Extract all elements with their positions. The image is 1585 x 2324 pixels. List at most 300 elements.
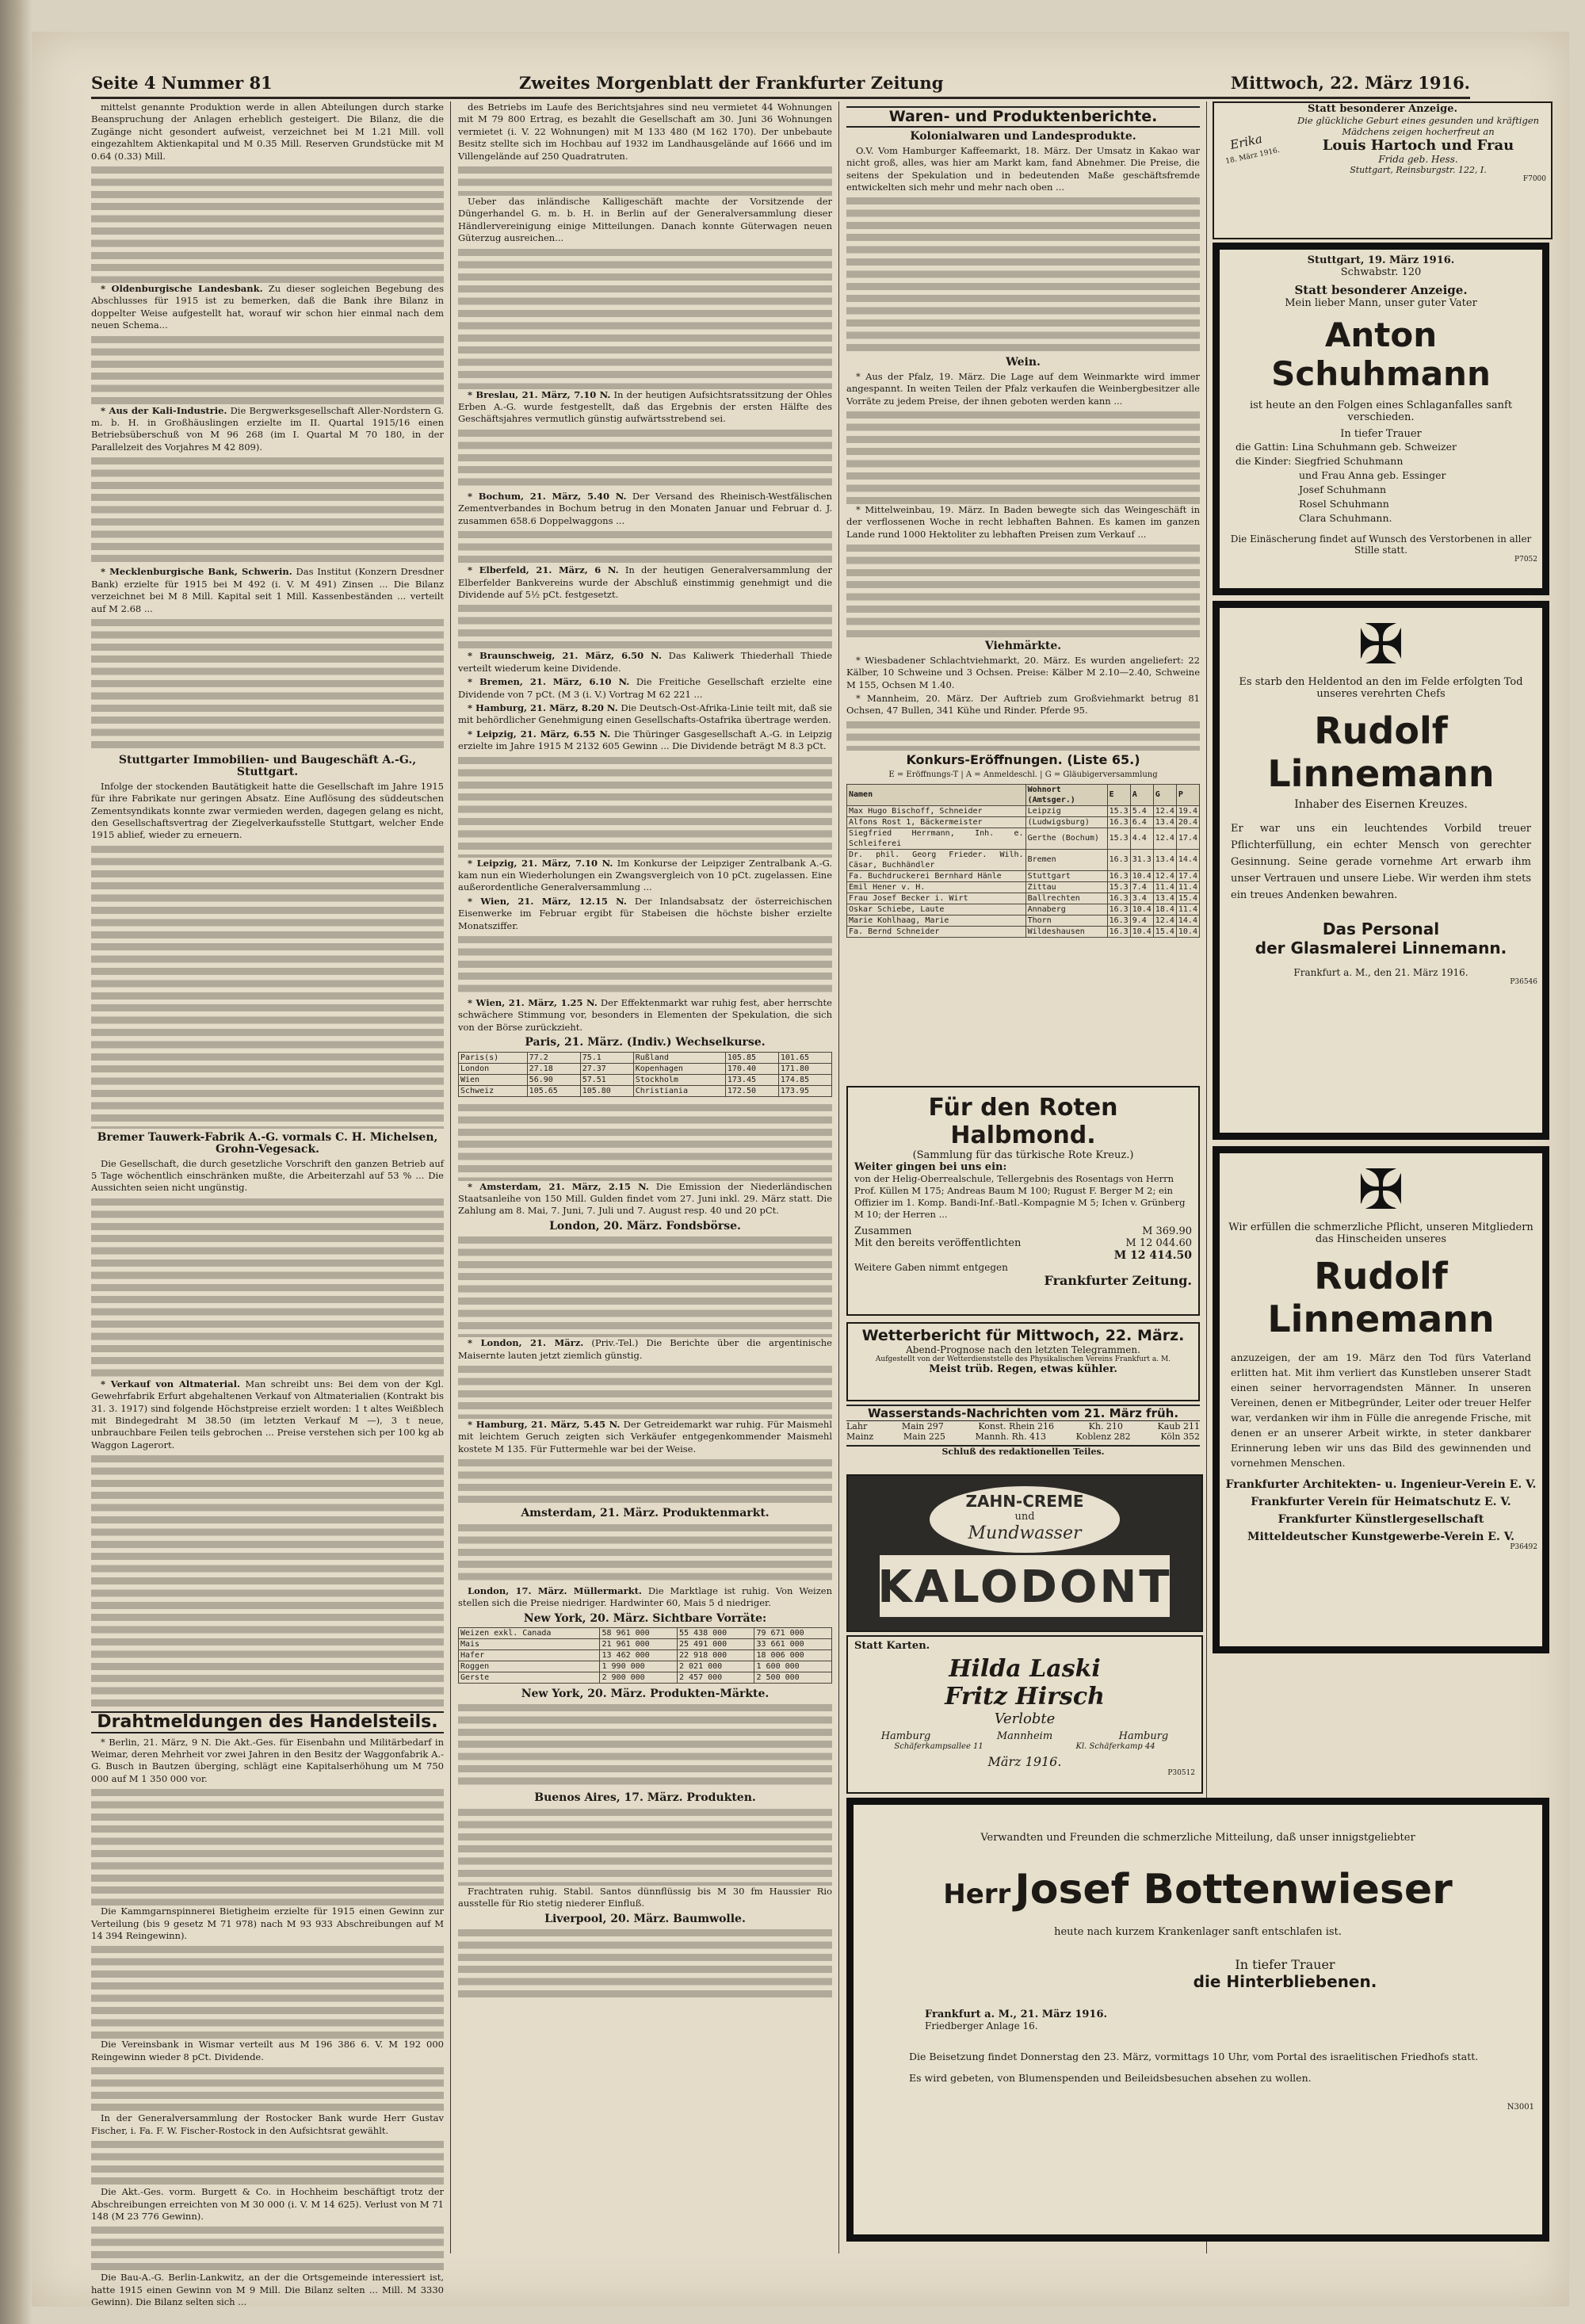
ad-text: Mein lieber Mann, unser guter Vater <box>1285 297 1477 309</box>
table-cell: Hafer <box>459 1649 600 1661</box>
table-cell: 27.37 <box>580 1063 633 1074</box>
table-cell: 19.4 <box>1176 805 1199 816</box>
ad-code: P36492 <box>1510 1543 1537 1551</box>
table-cell: 173.45 <box>725 1074 778 1085</box>
table-block <box>458 1927 832 1998</box>
article-text: Die Kammgarnspinnerei Bietigheim erzielte für 1915 einen Gewinn zur Verteilung (bis 9 gesetz M 71 978) nach M 93 933 Abschreibungen auf M 14 394 Reingewinn). <box>91 1905 444 1942</box>
table-cell: Fa. Buchdruckerei Bernhard Hänle <box>847 870 1026 881</box>
ad-code: P36546 <box>1510 978 1537 986</box>
ad-address: Schwabstr. 120 <box>1340 266 1422 278</box>
birth-announcement-ad <box>1213 101 1553 239</box>
table-cell: 13.4 <box>1153 893 1176 904</box>
table-cell: (Ludwigsburg) <box>1025 816 1107 828</box>
text-block <box>458 529 832 564</box>
table-cell: 14.4 <box>1176 915 1199 926</box>
ad-code: N3001 <box>1507 2103 1534 2112</box>
family-member: Rosel Schuhmann <box>1299 498 1389 510</box>
ad-text: von der Helig-Oberrealschule, Tellergebnis des Rosentags von Herrn Prof. Küllen M 175; Andreas Baum M 100; Rugust F. Berger M 2; ein Offizier im 1. Komp. Bandi-Inf.-Batl.-Kompagnie M 5; Ichen v. Grünberg M 10; der Herren ... <box>854 1173 1186 1220</box>
table-cell: Christiania <box>633 1085 725 1096</box>
table-header: A <box>1130 784 1153 805</box>
kalodont-and: und <box>1014 1511 1035 1523</box>
table-block <box>458 1102 832 1181</box>
subsection-heading: Wein. <box>1006 356 1041 369</box>
text-block <box>91 2065 444 2112</box>
ad-head: Statt Karten. <box>854 1640 930 1652</box>
article-heading: * Amsterdam, 21. März, 2.15 N. <box>468 1180 649 1192</box>
table-cell: Dr. phil. Georg Frieder. Wilh. Cäsar, Buchhändler <box>847 849 1026 870</box>
text-block <box>91 843 444 1129</box>
water-row <box>846 1431 1200 1442</box>
table-heading: Liverpool, 20. März. Baumwolle. <box>544 1912 746 1925</box>
table-block <box>458 1806 832 1886</box>
article-text: * Mannheim, 20. März. Der Auftrieb zum Großviehmarkt betrug 81 Ochsen, 47 Bullen, 341 Kühe und Rinder. Pferde 95. <box>846 692 1200 717</box>
honorific: Herr <box>943 1879 1011 1910</box>
obituary-linnemann-staff <box>1213 601 1549 1140</box>
table-cell: 77.2 <box>527 1052 580 1063</box>
article-text: Im Konkurse der Leipziger Zentralbank A.-G. kam nun ein Wiederholungen ein Zwangsvergleich von 10 pCt. zugelassen. Eine außerordentliche Generalversammlung ... <box>458 857 833 893</box>
table-cell: 2 900 000 <box>600 1672 678 1683</box>
table-cell: 16.3 <box>1107 849 1130 870</box>
article-heading: * Wien, 21. März, 12.15 N. <box>468 895 627 907</box>
table-cell: Kopenhagen <box>633 1063 725 1074</box>
table-cell: Marie Kohlhaag, Marie <box>847 915 1026 926</box>
table-cell: 10.4 <box>1176 926 1199 937</box>
section-heading: Waren- und Produktenberichte. <box>846 106 1200 128</box>
table-cell: 17.4 <box>1176 828 1199 849</box>
table-cell: Mais <box>459 1638 600 1649</box>
article-text: Der Versand des Rheinisch-Westfälischen Zementverbandes in Bochum betrug in den Monaten Januar und Februar d. J. zusammen 658.6 Doppelwaggons ... <box>458 490 833 526</box>
obituary-linnemann-clubs <box>1213 1146 1549 1653</box>
table-cell: 20.4 <box>1176 816 1199 828</box>
book-binding <box>0 0 32 2324</box>
article-heading: * Leipzig, 21. März, 6.55 N. <box>468 728 611 740</box>
table-cell: 173.95 <box>778 1085 831 1096</box>
article-heading: * Bochum, 21. März, 5.40 N. <box>468 490 627 502</box>
text-block <box>91 617 444 751</box>
water-cell: Main 225 <box>903 1431 945 1442</box>
prev-value: M 12 044.60 <box>1125 1237 1192 1249</box>
ad-text: Wir erfüllen die schmerzliche Pflicht, unseren Mitgliedern das Hinscheiden unseres <box>1228 1221 1533 1245</box>
city-2: Mannheim <box>996 1730 1053 1742</box>
table-cell: 17.4 <box>1176 870 1199 881</box>
text-block <box>91 1944 444 2039</box>
table-cell: 1 990 000 <box>600 1661 678 1672</box>
article-heading: Stuttgarter Immobilien- und Baugeschäft A.-G., Stuttgart. <box>118 753 417 779</box>
text-block <box>91 1787 444 1905</box>
article-text: In der heutigen Aufsichtsratssitzung der Ohles Erben A.-G. wurde festgestellt, daß das Ergebnis der ersten Hälfte des Geschäftsjahres vermutlich günstig aufwärtsstrebend sei. <box>458 388 833 425</box>
table-cell: 58 961 000 <box>600 1627 678 1638</box>
table-cell: 12.4 <box>1153 870 1176 881</box>
club-name: Frankfurter Verein für Heimatschutz E. V. <box>1251 1496 1511 1508</box>
ad-signature: Frankfurter Zeitung. <box>1044 1273 1192 1288</box>
family-member: und Frau Anna geb. Essinger <box>1299 469 1446 481</box>
table-cell: Roggen <box>459 1661 600 1672</box>
water-levels <box>846 1405 1200 1468</box>
club-name: Mitteldeutscher Kunstgewerbe-Verein E. V. <box>1247 1531 1514 1543</box>
article-text: Die Thüringer Gasgesellschaft A.-G. in Leipzig erzielte im Jahre 1915 M 2132 605 Gewinn ... Die Dividende beträgt M 8.3 pCt. <box>458 728 833 752</box>
text-block <box>91 334 444 405</box>
article-text: Die Akt.-Ges. vorm. Burgett & Co. in Hochheim beschäftigt trotz der Abschreibungen erreichten von M 30 000 (i. V. M 14 625). Verlust von M 71 148 (M 23 776 Gewinn). <box>91 2186 444 2222</box>
table-cell: Schweiz <box>459 1085 528 1096</box>
water-cell: Main 297 <box>901 1421 944 1431</box>
table-cell: 172.50 <box>725 1085 778 1096</box>
water-rows <box>846 1421 1200 1442</box>
table-cell: 101.65 <box>778 1052 831 1063</box>
article-text: * Aus der Pfalz, 19. März. Die Lage auf dem Weinmarkte wird immer angespannt. In weiten Teilen der Pfalz verkaufen die Weinbergbesitzer alle Vorräte zu jedem Preise, der ihnen geboten werden kann ... <box>846 370 1200 407</box>
table-cell: 15.4 <box>1153 926 1176 937</box>
obituary-schuhmann <box>1213 243 1549 595</box>
table-cell: 16.3 <box>1107 915 1130 926</box>
table-cell: Gerthe (Bochum) <box>1025 828 1107 849</box>
deceased-name: Anton Schuhmann <box>1271 315 1491 393</box>
table-cell: 27.18 <box>527 1063 580 1074</box>
table-cell: 6.4 <box>1130 816 1153 828</box>
article-text: Die Gesellschaft, die durch gesetzliche Vorschrift den ganzen Betrieb auf 5 Tage wöchentlich einschränken mußte, die Arbeiterzahl auf 53 % ... Die Aussichten seien nicht ungünstig. <box>91 1157 444 1194</box>
text-block <box>458 602 832 650</box>
table-cell: 105.65 <box>527 1085 580 1096</box>
kalodont-mouthwash: Mundwasser <box>968 1523 1082 1543</box>
ad-code: P30512 <box>1167 1769 1195 1777</box>
column-rule <box>450 101 451 2253</box>
article-heading: * London, 21. März. <box>468 1337 584 1349</box>
ad-signature: der Glasmalerei Linnemann. <box>1255 938 1507 958</box>
article-text: Die Deutsch-Ost-Afrika-Linie teilt mit, daß sie mit behördlicher Genehmigung einen Gesellschafts-Ostafrika übertrage werden. <box>458 701 833 726</box>
table-cell: 13.4 <box>1153 849 1176 870</box>
water-cell: Lahr <box>846 1421 868 1431</box>
ad-intro: Verwandten und Freunden die schmerzliche Mitteilung, daß unser innigstgeliebter <box>980 1832 1415 1844</box>
table-header: E <box>1107 784 1130 805</box>
table-row <box>459 1074 832 1085</box>
table-cell: 11.4 <box>1176 881 1199 893</box>
table-cell: 55 438 000 <box>677 1627 754 1638</box>
family-member: die Kinder: Siegfried Schuhmann <box>1236 455 1404 467</box>
ad-funeral: Die Beisetzung findet Donnerstag den 23. März, vormittags 10 Uhr, vom Portal des israelitischen Friedhofs statt. <box>909 2051 1479 2062</box>
water-cell: Konst. Rhein 216 <box>978 1421 1055 1431</box>
text-block <box>91 2139 444 2186</box>
table-row <box>459 1627 832 1638</box>
subsection-heading: Kolonialwaren und Landesprodukte. <box>910 130 1136 143</box>
table-cell: 15.3 <box>1107 805 1130 816</box>
table-cell: 12.4 <box>1153 828 1176 849</box>
subsection-heading: Viehmärkte. <box>984 640 1062 653</box>
table-cell: 11.4 <box>1153 881 1176 893</box>
ad-date: Frankfurt a. M., den 21. März 1916. <box>1293 967 1469 978</box>
table-cell: 56.90 <box>527 1074 580 1085</box>
table-cell: 105.80 <box>580 1085 633 1096</box>
article-heading: * Oldenburgische Landesbank. <box>101 283 263 295</box>
table-cell: Leipzig <box>1025 805 1107 816</box>
club-name: Frankfurter Künstlergesellschaft <box>1278 1513 1484 1526</box>
mother-name: Frida geb. Hess. <box>1378 154 1458 165</box>
table-row <box>847 893 1200 904</box>
table-cell: Zittau <box>1025 881 1107 893</box>
ad-code: P7052 <box>1514 556 1537 564</box>
table-block <box>458 1702 832 1789</box>
issue-date: Mittwoch, 22. März 1916. <box>1230 73 1470 93</box>
table-cell: Bremen <box>1025 849 1107 870</box>
family-member: Clara Schuhmann. <box>1299 512 1392 524</box>
table-cell: 57.51 <box>580 1074 633 1085</box>
weather-title: Wetterbericht für Mittwoch, 22. März. <box>861 1327 1185 1344</box>
water-cell: Mainz <box>846 1431 874 1442</box>
water-cell: Mannh. Rh. 413 <box>975 1431 1046 1442</box>
sum-label: Zusammen <box>854 1225 912 1237</box>
obituary-bottenwieser <box>846 1798 1549 2242</box>
article-heading: * Hamburg, 21. März, 5.45 N. <box>468 1419 621 1431</box>
table-cell: Thorn <box>1025 915 1107 926</box>
text-block <box>458 934 832 997</box>
kalodont-brand: KALODONT <box>877 1561 1172 1613</box>
family-member: die Gattin: Lina Schuhmann geb. Schweizer <box>1236 441 1457 453</box>
article-heading: * Breslau, 21. März, 7.10 N. <box>468 388 611 400</box>
kalodont-ad <box>846 1474 1203 1632</box>
table-row <box>847 828 1200 849</box>
article-text: Die Vereinsbank in Wismar verteilt aus M 196 386 6. V. M 192 000 Reingewinn wieder 8 pCt. Dividende. <box>91 2039 444 2062</box>
table-cell: 33 661 000 <box>754 1638 832 1649</box>
table-heading: Buenos Aires, 17. März. Produkten. <box>534 1791 756 1805</box>
kalodont-top: ZAHN-CREME <box>965 1492 1084 1511</box>
table-cell: 15.3 <box>1107 828 1130 849</box>
article-text: Die Freitiche Gesellschaft erzielte eine Dividende von 7 pCt. (M 3 (i. V.) Vortrag M 62 221 ... <box>458 676 832 700</box>
ad-mourning: In tiefer Trauer <box>1340 428 1422 440</box>
table-cell: 16.3 <box>1107 904 1130 915</box>
table-cell: 13 462 000 <box>600 1649 678 1661</box>
article-text: Infolge der stockenden Bautätigkeit hatte die Gesellschaft im Jahre 1915 für ihre Fabrikate nur geringen Absatz. Eine Auflösung des süddeutschen Zementsyndikats konnte zwar vermieden werden, dagegen gelang es nicht, den Gesellschaftsvertrag der Ziegelverkaufsstelle Stuttgart, welcher Ende 1915 ablief, wieder zu erneuern. <box>91 780 444 841</box>
article-text: Die Emission der Niederländischen Staatsanleihe von 150 Mill. Gulden findet vom 27. Juni inkl. 29. März statt. Die Zahlung am 8. Mai, 7. Juni, 7. Juli und 7. August resp. 40 und 20 pCt. <box>458 1180 832 1217</box>
article-heading: * Verkauf von Altmaterial. <box>101 1378 240 1389</box>
ad-body: anzuzeigen, der am 19. März den Tod fürs Vaterland erlitten hat. Mit ihm verliert das Kunstleben unserer Stadt einen seiner hervorragendsten Männer. In unseren Vereinen, denen er Mitbegründer, Leiter oder treuer Helfer war, verdanken wir ihm in Fülle die anregende Frische, mit denen er an unserer Arbeit wirkte, in steter dankbarer Erinnerung leben wir uns das Bild des gewinnenden und vornehmen Menschen. <box>1231 1351 1531 1469</box>
total-value: M 12 414.50 <box>1113 1249 1192 1262</box>
table-cell: 3.4 <box>1130 893 1153 904</box>
article-heading: * Mecklenburgische Bank, Schwerin. <box>101 566 292 578</box>
table-cell: 10.4 <box>1130 926 1153 937</box>
table-cell: 22 918 000 <box>677 1649 754 1661</box>
table-cell: 174.85 <box>778 1074 831 1085</box>
table-heading: New York, 20. März. Sichtbare Vorräte: <box>523 1611 767 1625</box>
table-cell: Alfons Rost 1, Bäckermeister <box>847 816 1026 828</box>
table-cell: Wien <box>459 1074 528 1085</box>
red-crescent-ad <box>846 1086 1200 1316</box>
page-number: Seite 4 Nummer 81 <box>91 73 273 93</box>
article-text: Der Getreidemarkt war ruhig. Für Maismehl mit leichtem Geruch zeigten sich Verkäufer entgegenkommender Maismehl kostete M 135. Für Futtermehle war bei der Weise. <box>458 1419 833 1454</box>
table-cell: 13.4 <box>1153 816 1176 828</box>
article-text: (Priv.-Tel.) Die Berichte über die argentinische Maisernte lauten jetzt ziemlich günstig. <box>458 1337 832 1361</box>
weather-subtitle: Abend-Prognose nach den letzten Telegrammen. <box>906 1344 1140 1355</box>
table-cell: Oskar Schiebe, Laute <box>847 904 1026 915</box>
text-block <box>91 1453 444 1707</box>
table-cell: Ballrechten <box>1025 893 1107 904</box>
table-cell: Weizen exkl. Canada <box>459 1627 600 1638</box>
text-block <box>458 1363 832 1419</box>
weather-note: Aufgestellt von der Wetterdienststelle des Physikalischen Vereins Frankfurt a. M. <box>875 1355 1171 1363</box>
table-cell: Fa. Bernd Schneider <box>847 926 1026 937</box>
table-row <box>847 926 1200 937</box>
text-block <box>458 164 832 196</box>
bankruptcy-legend: E = Eröffnungs-T | A = Anmeldeschl. | G = Gläubigerversammlung <box>888 770 1158 780</box>
table-row <box>459 1649 832 1661</box>
water-cell: Kaub 211 <box>1157 1421 1200 1431</box>
ad-more: Weitere Gaben nimmt entgegen <box>854 1262 1008 1273</box>
prev-label: Mit den bereits veröffentlichten <box>854 1237 1022 1249</box>
family-member: Josef Schuhmann <box>1299 484 1387 495</box>
article-heading: * Braunschweig, 21. März, 6.50 N. <box>468 650 662 662</box>
article-heading: * Elberfeld, 21. März, 6 N. <box>468 564 619 576</box>
baby-name-logo: Erika <box>1228 131 1264 153</box>
article-text: Zu dieser sogleichen Begebung des Abschlusses für 1915 ist zu bemerken, daß die Bank ihre Bilanz in doppelter Weise aufgestellt hat, worauf wir schon hier einmal nach dem neuen Schema... <box>91 283 445 331</box>
table-cell: Gerste <box>459 1672 600 1683</box>
table-row <box>459 1638 832 1649</box>
bankruptcy-heading: Konkurs-Eröffnungen. (Liste 65.) <box>906 751 1140 767</box>
ad-place: Frankfurt a. M., 21. März 1916. <box>925 2009 1108 2020</box>
water-row <box>846 1421 1200 1431</box>
table-cell: Stuttgart <box>1025 870 1107 881</box>
name-2: Fritz Hirsch <box>945 1683 1105 1711</box>
table-header: Namen <box>847 784 1026 805</box>
address-1: Schäferkampsallee 11 <box>894 1742 983 1751</box>
table-row <box>459 1063 832 1074</box>
text-block <box>846 542 1200 637</box>
text-block <box>846 195 1200 354</box>
table-cell: 4.4 <box>1130 828 1153 849</box>
ad-place: Stuttgart, Reinsburgstr. 122, I. <box>1350 165 1487 175</box>
ad-text: ist heute an den Folgen eines Schlaganfalles sanft verschieden. <box>1249 399 1513 423</box>
water-cell: Köln 352 <box>1160 1431 1200 1442</box>
table-cell: 9.4 <box>1130 915 1153 926</box>
water-cell: Kh. 210 <box>1088 1421 1123 1431</box>
table-cell: 5.4 <box>1130 805 1153 816</box>
city-1: Hamburg <box>880 1730 931 1742</box>
weather-box <box>846 1322 1200 1401</box>
ad-flowers: Es wird gebeten, von Blumenspenden und Beileidsbesuchen absehen zu wollen. <box>909 2072 1312 2084</box>
weather-text: Meist trüb. Regen, etwas kühler. <box>929 1363 1117 1375</box>
ad-title: Für den Roten Halbmond. <box>928 1094 1118 1149</box>
table-row <box>459 1052 832 1063</box>
table-row <box>459 1661 832 1672</box>
article-heading: * Bremen, 21. März, 6.10 N. <box>468 676 630 688</box>
article-text: * Berlin, 21. März, 9 N. Die Akt.-Ges. für Eisenbahn und Militärbedarf in Weimar, deren Mehrheit vor zwei Jahren in den Besitz der Waggonfabrik A.-G. Busch in Bautzen überging, schlägt eine Kapitalserhöhung um M 750 000 auf M 1 350 000 vor. <box>91 1736 444 1784</box>
article-text: Der Effektenmarkt war ruhig fest, aber herrschte schwächere Stimmung vor, besonders in Elementen der Spekulation, die sich von der Börse zurückzieht. <box>458 997 832 1033</box>
article-text: Das Kaliwerk Thiederhall Thiede verteilt wiederum keine Dividende. <box>458 650 833 674</box>
article-text: Die Bergwerksgesellschaft Aller-Nordstern G. m. b. H. in Großhäuslingen erzielte im II. Quartal 1915/16 einen Betriebsüberschuß von M 96 268 (im I. Quartal M 70 180, in der Parallelzeit des Vorjahres M 42 809). <box>91 404 445 453</box>
ad-text: heute nach kurzem Krankenlager sanft entschlafen ist. <box>1054 1926 1342 1938</box>
table-cell: 15.3 <box>1107 881 1130 893</box>
city-3: Hamburg <box>1118 1730 1169 1742</box>
table-cell: 25 491 000 <box>677 1638 754 1649</box>
table-cell: 16.3 <box>1107 870 1130 881</box>
ad-text: Es starb den Heldentod an den im Felde erfolgten Tod unseres verehrten Chefs <box>1239 676 1523 700</box>
text-block <box>458 755 832 858</box>
text-block <box>91 1196 444 1378</box>
article-heading: * Wien, 21. März, 1.25 N. <box>468 997 598 1008</box>
table-cell: 2 021 000 <box>677 1661 754 1672</box>
club-name: Frankfurter Architekten- u. Ingenieur-Verein E. V. <box>1225 1478 1537 1491</box>
text-block <box>846 719 1200 751</box>
table-block <box>458 1522 832 1585</box>
table-heading: Amsterdam, 21. März. Produktenmarkt. <box>521 1507 770 1520</box>
address-3: Kl. Schäferkamp 44 <box>1075 1742 1155 1751</box>
article-text: Der Inlandsabsatz der österreichischen Eisenwerke im Februar ergibt für Stabeisen die höchste bisher erzielte Monatsziffer. <box>458 895 832 931</box>
article-text: Ueber das inländische Kalligeschäft machte der Vorsitzende der Düngerhandel G. m. b. H. in Berlin auf der Generalversammlung dieser Händlervereinigung einige Mitteilungen. Danach konnte Güterwagen neuen Güterzug ausreichen... <box>458 196 832 244</box>
table-cell: 79 671 000 <box>754 1627 832 1638</box>
table-cell: 10.4 <box>1130 870 1153 881</box>
iron-cross-icon: ✠ <box>1358 612 1404 677</box>
ad-head: Statt besonderer Anzeige. <box>1294 283 1468 297</box>
engagement-ad <box>846 1635 1203 1794</box>
ad-signature: Das Personal <box>1322 919 1440 938</box>
table-cell: 16.3 <box>1107 926 1130 937</box>
editorial-end-note: Schluß des redaktionellen Teiles. <box>846 1445 1200 1457</box>
article-heading: * Leipzig, 21. März, 7.10 N. <box>468 857 613 869</box>
article-text: mittelst genannte Produktion werde in allen Abteilungen durch starke Beanspruchung der Anlagen erheblich gesteigert. Die Bilanz, die die Zugänge nicht gesondert aufweist, verzeichnet bei M 1.21 Mill. voll eingezahltem Aktienkapital und M 0.35 Mill. Reserven Grundstücke mit M 0.64 (0.33) Mill. <box>91 101 444 162</box>
text-block <box>458 427 832 491</box>
table-cell: 1 600 000 <box>754 1661 832 1672</box>
deceased-title: Inhaber des Eisernen Kreuzes. <box>1294 798 1468 811</box>
deceased-name: Rudolf Linnemann <box>1267 709 1495 795</box>
ad-body: Er war uns ein leuchtendes Vorbild treuer Pflichterfüllung, ein echter Mensch von gerechter Gesinnung. Seine gerade vornehme Art erwarb ihm unser Vertrauen und unsere Liebe. Wir werden ihm stets ein treues Andenken bewahren. <box>1231 823 1531 901</box>
article-text: Die Marktlage ist ruhig. Von Weizen stellen sich die Preise niedriger. Hardwinter 60, Mais 5 d niedriger. <box>458 1584 833 1609</box>
table-header: Wohnort (Amtsger.) <box>1025 784 1107 805</box>
text-block <box>846 409 1200 504</box>
table-cell: 7.4 <box>1130 881 1153 893</box>
article-text: des Betriebs im Laufe des Berichtsjahres sind neu vermietet 44 Wohnungen mit M 79 800 Ertrag, es bezahlt die Gesellschaft am 30. Juni 36 Wohnungen vermietet (i. V. 22 Wohnungen) mit M 133 480 (M 162 170). Der unbebaute Besitz stellte sich im Hochbau auf 1932 im Landhausgelände auf 1666 und im Villengelände auf 250 Quadratruten. <box>458 101 832 162</box>
birth-date: 18. März 1916. <box>1224 146 1281 166</box>
table-cell: Wildeshausen <box>1025 926 1107 937</box>
table-cell: 2 457 000 <box>677 1672 754 1683</box>
table-cell: 105.85 <box>725 1052 778 1063</box>
table-cell: Max Hugo Bischoff, Schneider <box>847 805 1026 816</box>
engagement-date: März 1916. <box>987 1754 1062 1769</box>
table-cell: 10.4 <box>1130 904 1153 915</box>
table-header: G <box>1153 784 1176 805</box>
ad-address: Friedberger Anlage 16. <box>925 2020 1038 2032</box>
table-row <box>847 849 1200 870</box>
table-cell: 75.1 <box>580 1052 633 1063</box>
ad-subtitle: (Sammlung für das türkische Rote Kreuz.) <box>912 1149 1134 1161</box>
ad-text: Die glückliche Geburt eines gesunden und kräftigen Mädchens zeigen hocherfreut an <box>1297 115 1540 137</box>
table-cell: Paris(s) <box>459 1052 528 1063</box>
ad-signature: die Hinterbliebenen. <box>1193 1972 1377 1991</box>
table-cell: 16.3 <box>1107 893 1130 904</box>
table-heading: New York, 20. März. Produkten-Märkte. <box>521 1687 770 1700</box>
text-block <box>91 455 444 566</box>
table-cell: 170.40 <box>725 1063 778 1074</box>
bankruptcy-table <box>846 784 1200 938</box>
article-text: Man schreibt uns: Bei dem von der Kgl. Gewehrfabrik Erfurt abgehaltenen Verkauf von Altmaterialien (Kontrakt bis 31. 3. 1917) sind folgende Höchstpreise erzielt worden: 1 t altes Weißblech mit Bindegedraht M 38.50 (im letzten Verkauf M —), 3 t neue, unbrauchbare Feilen teils gebrochen ... Preise verstehen sich per 100 kg ab Waggon Lagerort. <box>91 1378 445 1451</box>
article-heading: * Hamburg, 21. März, 8.20 N. <box>468 701 618 713</box>
deceased-name: Josef Bottenwieser <box>1014 1866 1453 1913</box>
stocks-table <box>458 1627 832 1684</box>
ad-code: F7000 <box>1522 175 1546 183</box>
table-cell: 16.3 <box>1107 816 1130 828</box>
text-block <box>91 164 444 283</box>
article-text: * Wiesbadener Schlachtviehmarkt, 20. März. Es wurden angeliefert: 22 Kälber, 10 Schweine und 3 Ochsen. Preise: Kälber M 2.10—2.40, Schweine M 155, Ochsen M 1.40. <box>846 654 1200 690</box>
table-cell: 12.4 <box>1153 805 1176 816</box>
table-cell: 11.4 <box>1176 904 1199 915</box>
ad-mourning: In tiefer Trauer <box>1235 1957 1335 1972</box>
iron-cross-icon: ✠ <box>1358 1157 1404 1222</box>
table-cell: 21 961 000 <box>600 1638 678 1649</box>
parents-names: Louis Hartoch und Frau <box>1322 137 1514 154</box>
table-cell: Annaberg <box>1025 904 1107 915</box>
ad-head: Statt besonderer Anzeige. <box>1307 103 1458 115</box>
article-heading: London, 17. März. Müllermarkt. <box>468 1584 642 1596</box>
table-row <box>847 915 1200 926</box>
table-cell: 171.80 <box>778 1063 831 1074</box>
table-row <box>847 881 1200 893</box>
article-text: In der heutigen Generalversammlung der Elberfelder Bankvereins wurde der Abschluß einstimmig genehmigt und die Dividende auf 5½ pCt. festgesetzt. <box>458 564 833 600</box>
masthead <box>91 70 1470 99</box>
table-cell: Siegfried Herrmann, Inh. e. Schleiferei <box>847 828 1026 849</box>
